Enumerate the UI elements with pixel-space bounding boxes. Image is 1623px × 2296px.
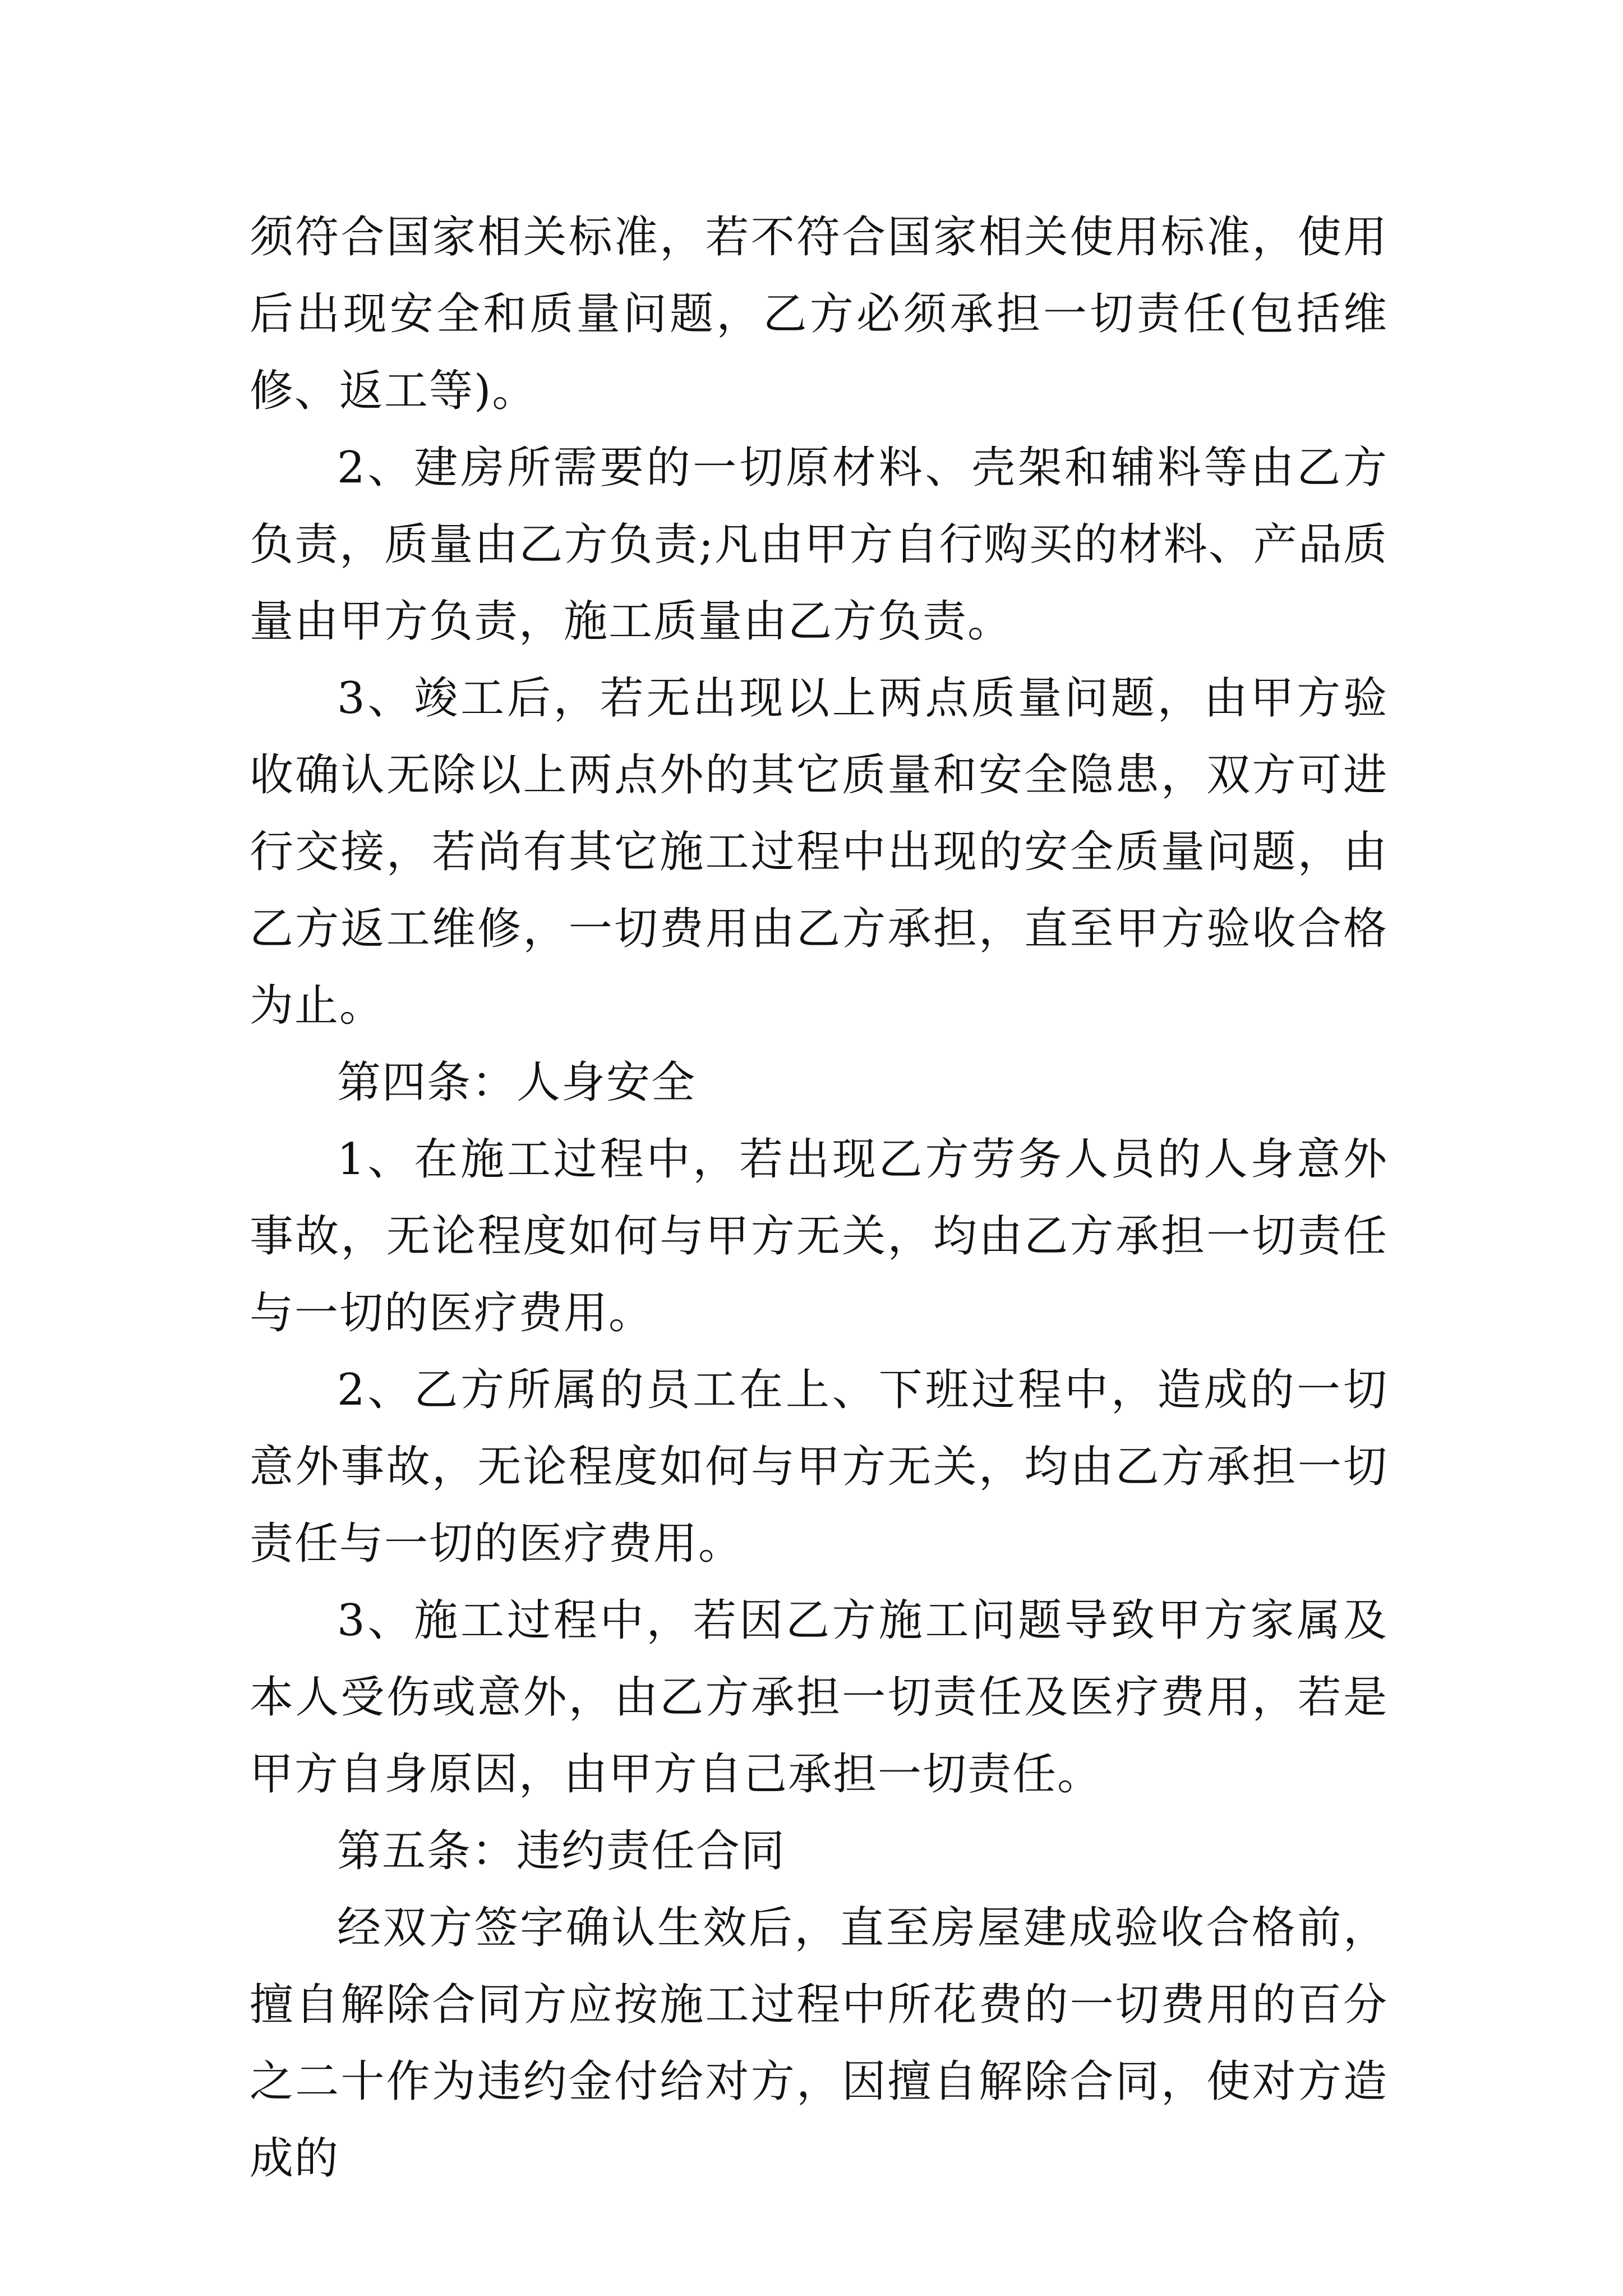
document-body xyxy=(250,199,1388,2197)
heading-article-5: 第五条：违约责任合同 xyxy=(337,1826,786,1876)
paragraph-continuation: 须符合国家相关标准，若不符合国家相关使用标准，使用后出现安全和质量问题，乙方必须承担一切责任(包括维修、返工等)。 xyxy=(250,212,1388,416)
paragraph-clause-4-1: 1、在施工过程中，若出现乙方劳务人员的人身意外事故，无论程度如何与甲方无关，均由乙方承担一切责任与一切的医疗费用。 xyxy=(250,1134,1388,1338)
paragraph-clause-4-2: 2、乙方所属的员工在上、下班过程中，造成的一切意外事故，无论程度如何与甲方无关，均由乙方承担一切责任与一切的医疗费用。 xyxy=(250,1365,1388,1569)
paragraph-clause-4-3: 3、施工过程中，若因乙方施工问题导致甲方家属及本人受伤或意外，由乙方承担一切责任及医疗费用，若是甲方自身原因，由甲方自己承担一切责任。 xyxy=(250,1595,1388,1800)
paragraph-clause-3-3: 3、竣工后，若无出现以上两点质量问题，由甲方验收确认无除以上两点外的其它质量和安全隐患，双方可进行交接，若尚有其它施工过程中出现的安全质量问题，由乙方返工维修，一切费用由乙方承担，直至甲方验收合格为止。 xyxy=(250,673,1388,1031)
heading-article-4: 第四条：人身安全 xyxy=(337,1057,697,1108)
paragraph-article-5-body: 经双方签字确认生效后，直至房屋建成验收合格前，擅自解除合同方应按施工过程中所花费的一切费用的百分之二十作为违约金付给对方，因擅自解除合同，使对方造成的 xyxy=(250,1903,1388,2184)
paragraph-clause-3-2: 2、建房所需要的一切原材料、壳架和辅料等由乙方负责，质量由乙方负责;凡由甲方自行购买的材料、产品质量由甲方负责，施工质量由乙方负责。 xyxy=(250,443,1388,647)
